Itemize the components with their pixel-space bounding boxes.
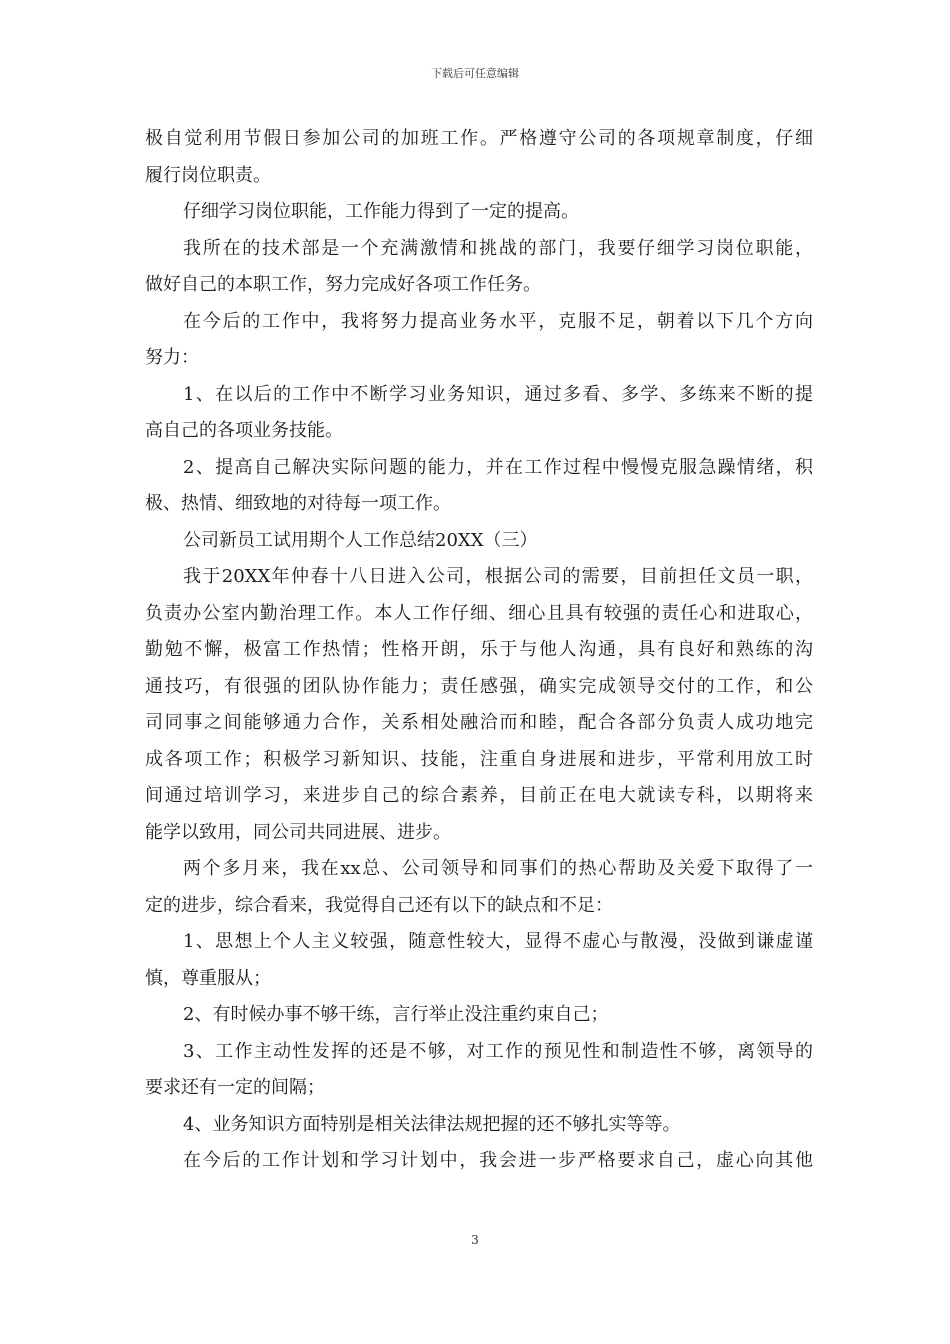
text-line: 勤勉不懈，极富工作热情；性格开朗，乐于与他人沟通，具有良好和熟练的沟 [145, 639, 813, 660]
text-line: 高自己的各项业务技能。 [145, 420, 343, 441]
page-header: 下载后可任意编辑 [431, 67, 519, 80]
text-line: 慎，尊重服从； [145, 967, 271, 989]
text-line: 司同事之间能够通力合作，关系相处融洽而和睦，配合各部分负责人成功地完 [145, 712, 813, 733]
text-line: 我所在的技术部是一个充满激情和挑战的部门，我要仔细学习岗位职能， [183, 237, 813, 259]
page-number: 3 [471, 1233, 479, 1247]
text-line: 我于20XX年仲春十八日进入公司，根据公司的需要，目前担任文员一职， [183, 566, 813, 587]
text-line: 履行岗位职责。 [145, 164, 271, 186]
text-line: 成各项工作；积极学习新知识、技能，注重自身进展和进步，平常利用放工时 [145, 748, 813, 770]
text-line: 在今后的工作计划和学习计划中，我会进一步严格要求自己，虚心向其他 [183, 1150, 813, 1171]
text-line: 通技巧，有很强的团队协作能力；责任感强，确实完成领导交付的工作，和公 [145, 675, 813, 697]
text-line: 能学以致用，同公司共同进展、进步。 [145, 821, 451, 843]
text-line: 间通过培训学习，来进步自己的综合素养，目前正在电大就读专科，以期将来 [145, 785, 813, 806]
section-heading: 公司新员工试用期个人工作总结20XX（三） [183, 529, 538, 551]
text-line: 负责办公室内勤治理工作。本人工作仔细、细心且具有较强的责任心和进取心， [145, 602, 813, 624]
text-line: 两个多月来，我在xx总、公司领导和同事们的热心帮助及关爱下取得了一 [183, 858, 813, 879]
text-line: 1、思想上个人主义较强，随意性较大，显得不虚心与散漫，没做到谦虚谨 [183, 931, 813, 952]
text-line: 2、提高自己解决实际问题的能力，并在工作过程中慢慢克服急躁情绪，积 [183, 456, 813, 478]
text-line: 要求还有一定的间隔； [145, 1077, 325, 1098]
document-body [145, 121, 813, 1180]
text-line: 在今后的工作中，我将努力提高业务水平，克服不足，朝着以下几个方向 [183, 310, 813, 332]
text-line: 3、工作主动性发挥的还是不够，对工作的预见性和制造性不够，离领导的 [183, 1040, 813, 1062]
text-line: 做好自己的本职工作，努力完成好各项工作任务。 [145, 274, 541, 295]
text-line: 定的进步，综合看来，我觉得自己还有以下的缺点和不足： [145, 894, 613, 916]
text-line: 2、有时候办事不够干练，言行举止没注重约束自己； [183, 1004, 609, 1025]
text-line: 极自觉利用节假日参加公司的加班工作。严格遵守公司的各项规章制度，仔细 [145, 128, 813, 149]
text-line: 极、热情、细致地的对待每一项工作。 [145, 493, 451, 514]
text-line: 努力： [145, 347, 199, 368]
text-line: 1、在以后的工作中不断学习业务知识，通过多看、多学、多练来不断的提 [183, 383, 813, 405]
text-line: 4、业务知识方面特别是相关法律法规把握的还不够扎实等等。 [183, 1113, 681, 1135]
text-line: 仔细学习岗位职能，工作能力得到了一定的提高。 [183, 201, 579, 222]
